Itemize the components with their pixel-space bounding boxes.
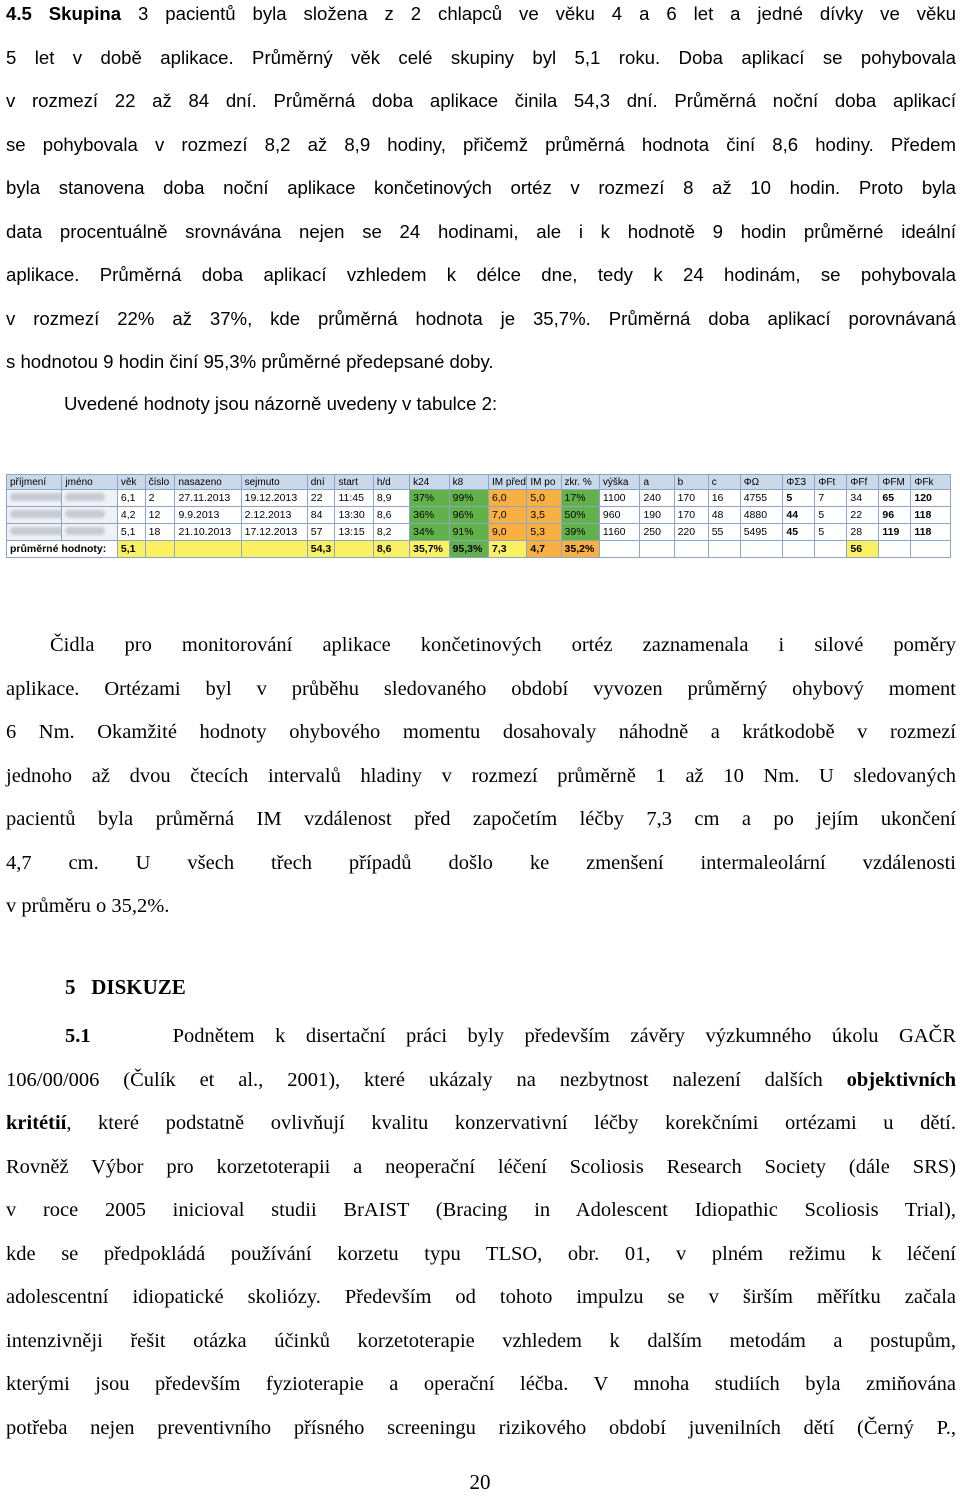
average-cell: 5,1 [117,541,145,558]
text-line: aplikace. Ortézami byl v průběhu sledovaného období vyvozen průměrný ohybový moment [6,677,956,700]
table-cell: 22 [847,507,879,524]
column-header: ΦΣ3 [783,475,815,490]
table-cell: 5,1 [117,524,145,541]
column-header: b [674,475,708,490]
redacted-cell [62,490,117,507]
table-cell: 4,2 [117,507,145,524]
average-cell: 56 [847,541,879,558]
redacted-name [10,527,62,535]
column-header: zkr. % [561,475,599,490]
column-header: číslo [145,475,175,490]
text-line: potřeba nejen preventivního přísného screeningu rizikového období juvenilních dětí (Černý P., [6,1416,956,1439]
table-cell: 5,3 [527,524,561,541]
redacted-cell [7,524,62,541]
column-header: c [708,475,740,490]
table-cell: 9,0 [489,524,527,541]
average-cell [145,541,175,558]
table-cell: 39% [561,524,599,541]
text-line: kterými jsou především fyzioterapie a operační léčba. V mnoha studiích byla zmiňována [6,1373,956,1395]
text-line: se pohybovala v rozmezí 8,2 až 8,9 hodiny, přičemž průměrná hodnota činí 8,6 hodiny. Předem [6,133,956,155]
text-line: pacientů byla průměrná IM vzdálenost před započetím léčby 7,3 cm a po jejím ukončení [6,808,956,830]
average-cell: 35,2% [561,541,599,558]
average-row [7,541,951,558]
table-cell: 8,2 [373,524,409,541]
table-cell: 190 [640,507,674,524]
average-cell [241,541,307,558]
column-header: dní [307,475,335,490]
table-cell: 7 [815,490,847,507]
column-header: ΦΩ [740,475,783,490]
table-cell: 2.12.2013 [241,507,307,524]
text-line: Rovněž Výbor pro korzetoterapii a neoperační léčení Scoliosis Research Society (dále SRS) [6,1155,956,1178]
table-cell: 27.11.2013 [175,490,241,507]
table-cell: 16 [708,490,740,507]
redacted-cell [62,507,117,524]
table-cell: 55 [708,524,740,541]
table-cell: 5 [815,524,847,541]
table-cell: 84 [307,507,335,524]
redacted-name [10,493,62,501]
average-cell: 95,3% [449,541,488,558]
table-cell: 22 [307,490,335,507]
average-cell [783,541,815,558]
text-line: intenzivněji řešit otázka účinků korzetoterapie vzhledem k dalším metodám a postupům, [6,1329,956,1352]
table-row [7,507,951,524]
data-table [6,474,951,558]
table-cell: 44 [783,507,815,524]
table-row [7,524,951,541]
column-header: sejmuto [241,475,307,490]
text-line: data procentuálně srovnávána nejen se 24 hodinami, ale i k hodnotě 9 hodin průměrné ideální [6,220,956,242]
text-line: v průměru o 35,2%. [6,895,170,917]
column-header: ΦFk [911,475,951,490]
column-header: a [640,475,674,490]
table-cell: 2 [145,490,175,507]
table-cell: 50% [561,507,599,524]
text-line: adolescentní idiopatické skoliózy. Především od tohoto impulzu se v širším měřítku začala [6,1286,956,1308]
redacted-name [65,493,105,501]
average-cell [815,541,847,558]
text-line: v rozmezí 22% až 37%, kde průměrná hodnota je 35,7%. Průměrná doba aplikací porovnávaná [6,307,956,329]
text-line: byla stanovena doba noční aplikace končetinových ortéz v rozmezí 8 až 10 hodin. Proto byla [6,177,956,198]
redacted-cell [7,507,62,524]
table-cell: 12 [145,507,175,524]
text-line: Čidla pro monitorování aplikace končetinových ortéz zaznamenala i silové poměry [50,634,956,656]
section-5-1-paragraph [6,1015,956,1450]
table-cell: 4755 [740,490,783,507]
table-cell: 36% [410,507,449,524]
average-cell: 35,7% [410,541,449,558]
average-cell: 7,3 [489,541,527,558]
redacted-cell [7,490,62,507]
average-cell [674,541,708,558]
text-line: aplikace. Průměrná doba aplikací vzhledem k délce dne, tedy k 24 hodinám, se pohybovala [6,264,956,285]
table-cell: 9.9.2013 [175,507,241,524]
column-header: h/d [373,475,409,490]
table-cell: 17% [561,490,599,507]
table-cell: 170 [674,507,708,524]
table-cell: 8,6 [373,507,409,524]
text-line: s hodnotou 9 hodin činí 95,3% průměrné předepsané doby. [6,351,494,372]
table-cell: 99% [449,490,488,507]
text-line: kritétií, které podstatně ovlivňují kvalitu konzervativní léčby korekčními ortézami u dětí. [6,1112,956,1134]
average-cell [740,541,783,558]
table-cell: 96 [879,507,911,524]
column-header: jméno [62,475,117,490]
table-cell: 11:45 [335,490,373,507]
average-cell [599,541,640,558]
text-line: v rozmezí 22 až 84 dní. Průměrná doba aplikace činila 54,3 dní. Průměrná noční doba aplikací [6,90,956,111]
section-4-5-paragraph [6,0,956,384]
table-cell: 1100 [599,490,640,507]
table-cell: 96% [449,507,488,524]
text-line: 106/00/006 (Čulík et al., 2001), které ukázaly na nezbytnost nalezení dalších objektivních [6,1068,956,1091]
redacted-name [65,510,105,518]
table-cell: 34% [410,524,449,541]
table-cell: 118 [911,524,951,541]
column-header: IM po [527,475,561,490]
text-line: 4,7 cm. U všech třech případů došlo ke zmenšení intermaleolární vzdálenosti [6,851,956,874]
table-cell: 5 [815,507,847,524]
text-line: 5.1 Podnětem k disertační práci byly především závěry výzkumného úkolu GAČR [65,1025,957,1047]
table-cell: 57 [307,524,335,541]
column-header: k24 [410,475,449,490]
table-cell: 37% [410,490,449,507]
column-header: ΦFM [879,475,911,490]
table-cell: 6,0 [489,490,527,507]
redacted-name [65,527,105,535]
column-header: k8 [449,475,488,490]
chapter-heading: 5 DISKUZE [65,975,186,999]
table-cell: 170 [674,490,708,507]
table-cell: 5,0 [527,490,561,507]
average-cell [708,541,740,558]
text-line: jednoho až dvou čtecích intervalů hladiny v rozmezí průměrně 1 až 10 Nm. U sledovaných [6,764,956,787]
average-cell: 4,7 [527,541,561,558]
column-header: ΦFt [815,475,847,490]
table-cell: 119 [879,524,911,541]
table-cell: 13:30 [335,507,373,524]
table-cell: 7,0 [489,507,527,524]
table-cell: 28 [847,524,879,541]
table-cell: 4880 [740,507,783,524]
table-cell: 18 [145,524,175,541]
table-cell: 45 [783,524,815,541]
column-header: příjmení [7,475,62,490]
text-line: kde se předpokládá používání korzetu typu TLSO, obr. 01, v plném režimu k léčení [6,1242,956,1265]
table-header-row [7,475,951,490]
table-cell: 5495 [740,524,783,541]
column-header: ΦFf [847,475,879,490]
table-intro: Uvedené hodnoty jsou názorně uvedeny v tabulce 2: [64,393,498,414]
table-cell: 1160 [599,524,640,541]
average-cell [335,541,373,558]
average-label: průměrné hodnoty: [7,541,118,558]
sensor-paragraph [6,624,956,929]
table-cell: 17.12.2013 [241,524,307,541]
table-cell: 8,9 [373,490,409,507]
redacted-cell [62,524,117,541]
column-header: nasazeno [175,475,241,490]
average-cell: 8,6 [373,541,409,558]
table-cell: 48 [708,507,740,524]
table-cell: 34 [847,490,879,507]
table-cell: 19.12.2013 [241,490,307,507]
table-cell: 240 [640,490,674,507]
column-header: výška [599,475,640,490]
column-header: IM před [489,475,527,490]
table-cell: 13:15 [335,524,373,541]
column-header: věk [117,475,145,490]
average-cell [879,541,911,558]
redacted-name [10,510,62,518]
table-cell: 6,1 [117,490,145,507]
table-cell: 960 [599,507,640,524]
column-header: start [335,475,373,490]
table-cell: 5 [783,490,815,507]
average-cell [175,541,241,558]
average-cell [640,541,674,558]
page-number: 20 [469,1470,491,1494]
table-cell: 65 [879,490,911,507]
text-line: v roce 2005 inicioval studii BrAIST (Bracing in Adolescent Idiopathic Scoliosis Trial), [6,1199,956,1221]
table-cell: 3,5 [527,507,561,524]
text-line: 5 let v době aplikace. Průměrný věk celé skupiny byl 5,1 roku. Doba aplikací se pohybovala [6,46,956,68]
table-cell: 118 [911,507,951,524]
table-cell: 250 [640,524,674,541]
table-row [7,490,951,507]
table-cell: 220 [674,524,708,541]
table-cell: 21.10.2013 [175,524,241,541]
table-cell: 91% [449,524,488,541]
average-cell: 54,3 [307,541,335,558]
average-cell [911,541,951,558]
text-line: 6 Nm. Okamžité hodnoty ohybového momentu dosahovaly náhodně a krátkodobě v rozmezí [6,721,956,743]
table-cell: 120 [911,490,951,507]
text-line: 4.5 Skupina 3 pacientů byla složena z 2 chlapců ve věku 4 a 6 let a jedné dívky ve věku [6,3,956,24]
